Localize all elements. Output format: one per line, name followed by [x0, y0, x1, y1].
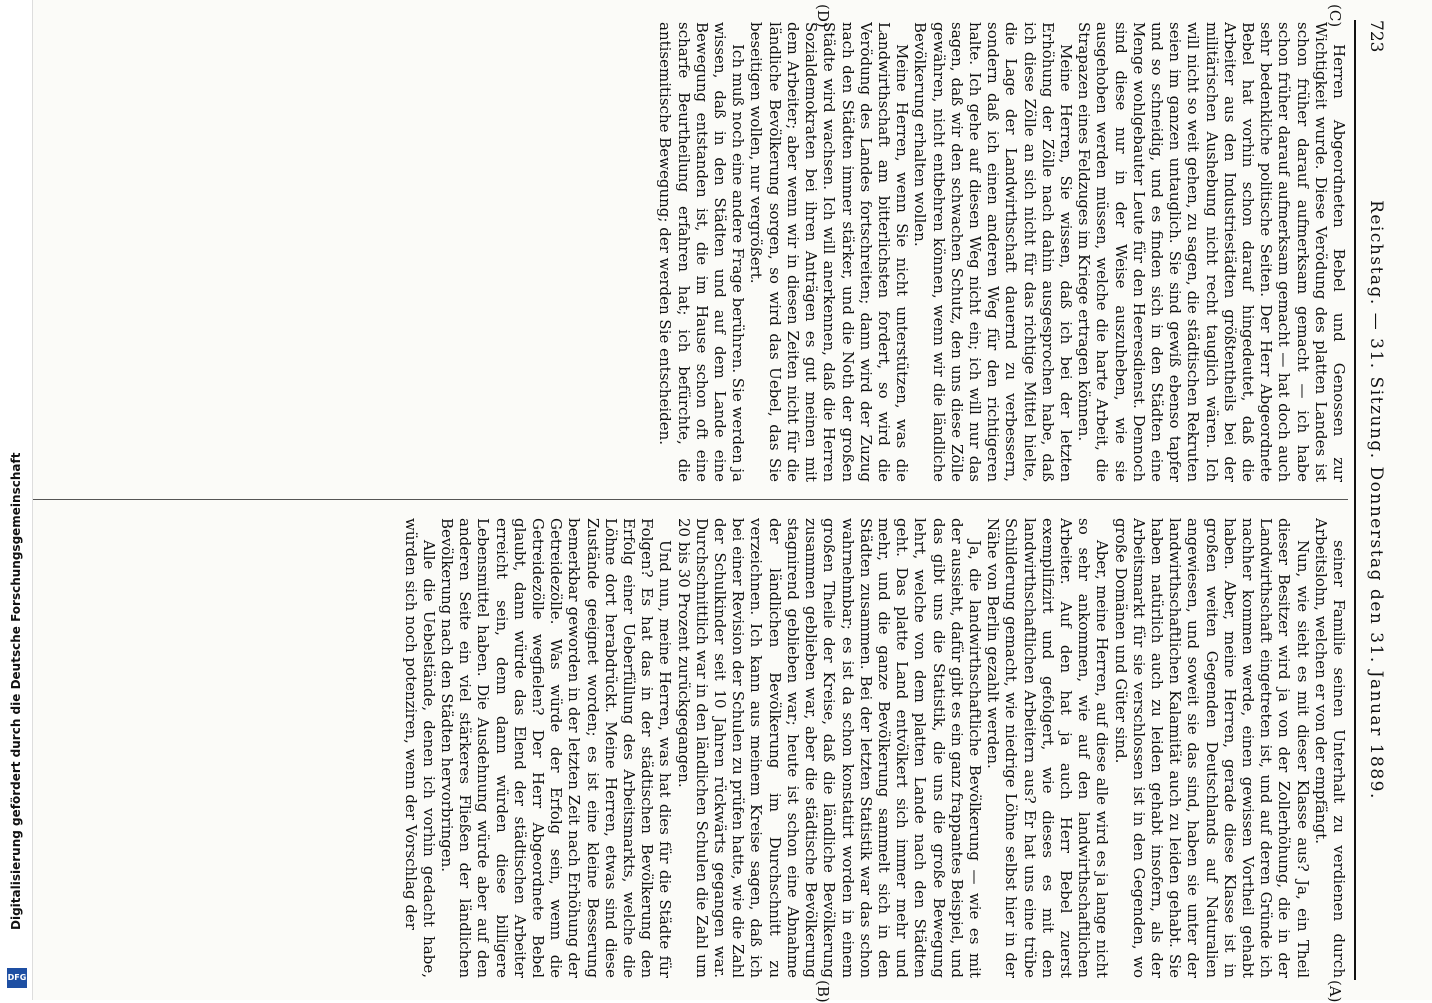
header-rule: [1354, 20, 1356, 980]
paragraph: seiner Familie seinen Unterhalt zu verdienen durch Arbeitslohn, welchen er von der empfängt.: [1311, 518, 1348, 978]
header-title: Reichstag. — 31. Sitzung. Donnerstag den 31. Januar 1889.: [1366, 200, 1386, 800]
paragraph: Herren Abgeordneten Bebel und Genossen zur Wichtigkeit wurde. Diese Verödung des platten Landes ist schon früher darauf aufmerksam gemacht — ich habe schon früher darauf aufmerksam gemacht — hat doch auch sehr bedenkliche politische Seiten. Der Herr Abgeordnete Bebel hat vorhin schon darauf hingedeutet, daß die Arbeiter aus den Industriestädten größtentheils bei der militärischen Aushebung nicht recht tauglich wären. Ich will nicht so weit gehen, zu sagen, die städtischen Rekruten seien im ganzen untauglich. Sie sind gewiß ebenso tapfer und so schneidig, und es finden sich in den Städten eine Menge wohlgebauter Leute für den Heeresdienst. Dennoch sind diese nur in der Weise auszuheben, wie sie ausgehoben werden müssen, welche die harte Arbeit, die Strapazen eines Feldzuges im Kriege ertragen können.: [1075, 22, 1348, 482]
column-divider: [18, 499, 1348, 500]
margin-marker-b: (B): [814, 980, 832, 1003]
digitization-credit-bar: [0, 0, 33, 1000]
margin-marker-a: (A): [1326, 980, 1344, 1003]
paragraph: Ja, die landwirthschaftliche Bevölkerung — wie es mit der aussieht, dafür gibt es ein ganz frappantes Beispiel, und das gibt uns die Statistik, die uns die große Bewegung lehrt, welche von dem platten Lande nach den Städten geht. Das platte Land entvölkert sich immer mehr und mehr, und die ganze Bevölkerung sammelt sich in den Städten zusammen. Bei der letzten Statistik war das schon wahrnehmbar; es ist da schon konstatirt worden in einem großen Theile der Kreise, daß die ländliche Bevölkerung zusammen geblieben war, aber die städtische Bevölkerung stagnirend geblieben war; heute ist schon eine Abnahme der ländlichen Bevölkerung im Durchschnitt zu verzeichnen. Ich kann aus meinem Kreise sagen, daß ich bei einer Revision der Schulen zu prüfen hatte, wie die Zahl der Schulkinder seit 10 Jahren rückwärts gegangen war. Durchschnittlich war in den ländlichen Schulen die Zahl um 20 bis 30 Prozent zurückgegangen.: [674, 518, 984, 978]
paragraph: Aber, meine Herren, auf diese alle wird es ja lange nicht so sehr ankommen, wie auf den landwirthschaftlichen Arbeiter. Auf den hat ja auch Herr Bebel zuerst exemplifizirt und gefolgert, wie dieses es mit den landwirthschaftlichen Arbeitern aus? Er hat uns eine trübe Schilderung gemacht, wie niedrige Löhne selbst hier in der Nähe von Berlin gezahlt werden.: [984, 518, 1112, 978]
margin-marker-c: (C): [1326, 4, 1344, 28]
paragraph: Nun, wie sieht es mit dieser Klasse aus? Ja, ein Theil dieser Besitzer wird ja von der Zollerhöhung, die in der Landwirthschaft eingetreten ist, und auf deren Gründe ich nachher kommen werde, einen gewissen Vortheil gehabt haben. Aber, meine Herren, gerade diese Klasse ist in großen weiten Gegenden Deutschlands auf Naturalien angewiesen, und soweit sie das sind, haben sie unter der landwirthschaftlichen Kalamität auch zu leiden gehabt. Sie haben natürlich auch zu leiden gehabt insofern, als der Arbeitsmarkt für sie verschlossen ist in den Gegenden, wo große Domänen und Güter sind.: [1111, 518, 1312, 978]
paragraph: Alle die Uebelstände, denen ich vorhin gedacht habe, würden sich noch potenziren, wenn der Vorschlag der: [401, 518, 438, 978]
page-number: 723: [1366, 20, 1386, 53]
paragraph: Meine Herren, Sie wissen, daß ich bei der letzten Erhöhung der Zölle nach dahin ausgesprochen habe, daß ich diese Zölle an sich nicht für das richtige Mittel hielte, die Lage der Landwirthschaft dauernd zu verbessern, sondern daß ich einen anderen Weg für den richtigeren halte. Ich gehe auf diesen Weg nicht ein; ich will nur das sagen, daß wir den schwachen Schutz, den uns diese Zölle gewähren, nicht entbehren können, wenn wir die ländliche Bevölkerung erhalten wollen.: [911, 22, 1075, 482]
paragraph: Und nun, meine Herren, was hat dies für die Städte für Folgen? Es hat das in der städtischen Bevölkerung den Erfolg einer Ueberfüllung des Arbeitsmarkts, welche die Löhne dort herabdrückt. Meine Herren, etwas sind diese Zustände geeignet worden; es ist eine kleine Besserung bemerkbar geworden in der letzten Zeit nach Erhöhung der Getreidezölle. Was würde der Erfolg sein, wenn die Getreidezölle wegfielen? Der Herr Abgeordnete Bebel glaubt, dann würde das Elend der städtischen Arbeiter erreicht sein, denn dann würden diese billigere Lebensmittel haben. Die Ausdehnung würde aber auf den anderen Seite ein viel stärkeres Fließen der ländlichen Bevölkerung nach den Städten hervorbringen.: [438, 518, 675, 978]
page-header: [1354, 20, 1394, 980]
digitization-credit: Digitalisierung gefördert durch die Deutsche Forschungsgemeinschaft: [9, 452, 23, 930]
margin-marker-d: (D): [814, 4, 832, 28]
right-text-column: [13, 518, 1348, 978]
left-text-column: [13, 22, 1348, 482]
paragraph: Ich muß noch eine andere Frage berühren. Sie werden ja wissen, daß in den Städten und auf dem Lande eine Bewegung entstanden ist, die im Hause schon oft eine scharfe Beurtheilung erfahren hat; ich befürchte, die antisemitische Bewegung; der werden Sie entscheiden.: [656, 22, 748, 482]
dfg-logo: DFG: [7, 968, 27, 988]
paragraph: Meine Herren, wenn Sie nicht unterstützen, was die Landwirthschaft am bitterlichsten fordert, so wird die Verödung des Landes fortschreiten; dann wird der Zuzug nach den Städten immer stärker, und die Noth der großen Städte wird wachsen. Ich will anerkennen, daß die Herren Sozialdemokraten bei ihren Anträgen es gut meinen mit dem Arbeiter; aber wenn wir in diesen Zeiten nicht für die ländliche Bevölkerung sorgen, so wird das Uebel, das Sie beseitigen wollen, nur vergrößert.: [747, 22, 912, 482]
